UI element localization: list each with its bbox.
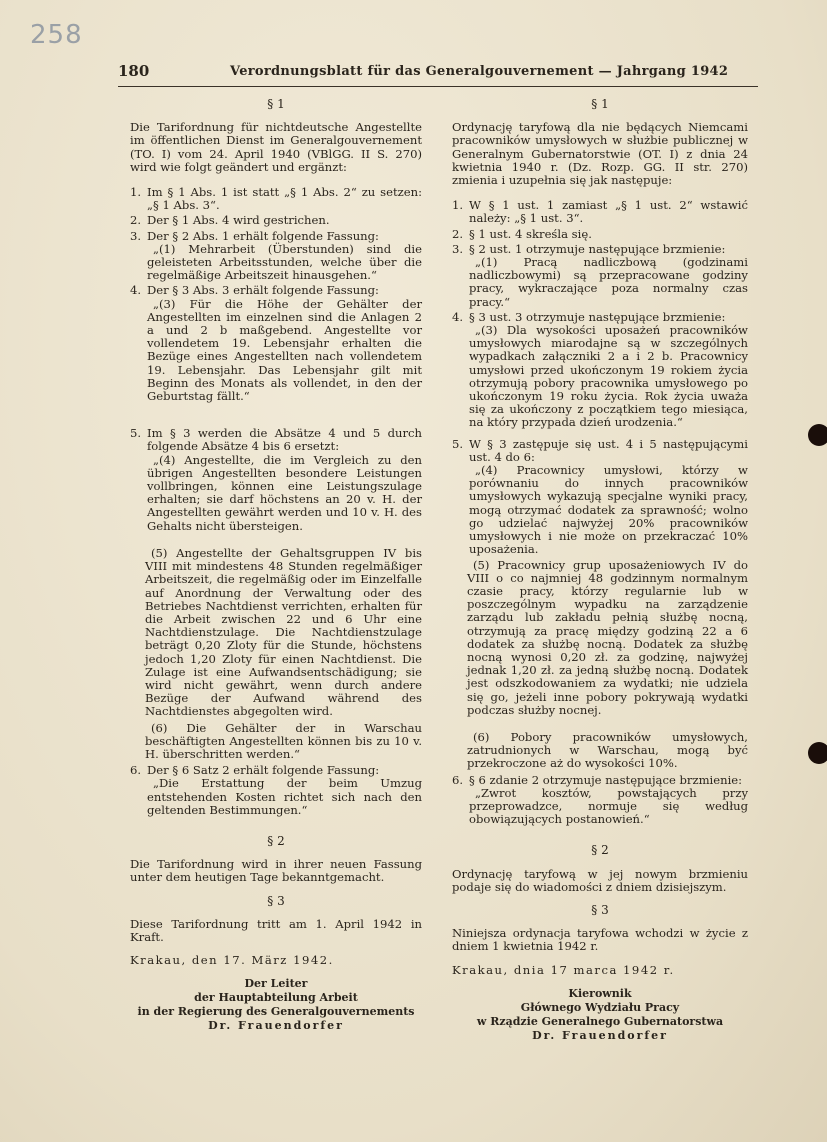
section-heading: § 2: [591, 843, 609, 858]
item-number: 4.: [452, 309, 464, 324]
item-text: Der § 6 Satz 2 erhält folgende Fassung:: [147, 763, 380, 778]
item-quote: „(4) Angestellte, die im Vergleich zu den übrigen Angestellten besondere Leistungen vollbringen, können eine Leistungszulage erhalten; sie darf höchstens an 20 v. H. der Angestellten gewährt werden und 10 v. H. des Gehalts nicht übersteigen.: [147, 452, 422, 533]
paragraph-6: (6) Die Gehälter der in Warschau beschäftigten Angestellten können bis zu 10 v. H. überschritten werden.“: [145, 720, 422, 761]
german-column: [130, 98, 422, 1033]
item-number: 2.: [130, 213, 142, 228]
polish-column: [452, 98, 748, 1043]
section-text: Die Tarifordnung wird in ihrer neuen Fassung unter dem heutigen Tage bekanntgemacht.: [130, 857, 422, 885]
item-text: Der § 2 Abs. 1 erhält folgende Fassung:: [147, 228, 379, 243]
signatory-name: Dr. Frauendorfer: [208, 1019, 344, 1033]
signature-line: Głównego Wydziału Pracy: [520, 1000, 680, 1014]
list-item: [130, 214, 422, 227]
list-item: [130, 764, 422, 817]
header-rule: [118, 86, 758, 87]
signature-block: [452, 987, 748, 1043]
page-number: 180: [118, 62, 150, 80]
amendment-list-cont: [130, 764, 422, 817]
paragraph-6: (6) Pobory pracowników umysłowych, zatrudnionych w Warschau, mogą być przekroczone aż do wysokości 10%.: [467, 729, 748, 771]
item-number: 6.: [452, 772, 464, 787]
item-text: W § 1 ust. 1 zamiast „§ 1 ust. 2“ wstawić należy: „§ 1 ust. 3“.: [469, 198, 748, 226]
publication-title: Verordnungsblatt für das Generalgouvernement — Jahrgang 1942: [230, 64, 729, 79]
signature-line: w Rządzie Generalnego Gubernatorstwa: [476, 1014, 724, 1028]
item-quote: „Die Erstattung der beim Umzug entstehenden Kosten richtet sich nach den geltenden Bestimmungen.“: [147, 776, 422, 817]
section-heading: § 2: [267, 833, 285, 848]
list-item: [130, 186, 422, 212]
item-quote: „(3) Dla wysokości uposażeń pracowników umysłowych miarodajne są w szczególnych wypadkach załączniki 2 a i 2 b. Pracownicy umysłowi przed ukończonym 19 rokiem życia otrzymują pobory pracownika umysłowego po ukończonym 19 roku życia. Rok życia uważa się za ukończony z początkiem tego miesiąca, na który przypada dzień urodzenia.“: [469, 323, 748, 430]
item-text: § 2 ust. 1 otrzymuje następujące brzmienie:: [469, 241, 726, 256]
list-item: [452, 243, 748, 309]
list-item: [452, 438, 748, 557]
item-number: 2.: [452, 226, 464, 241]
punch-hole: [808, 424, 827, 446]
section-text: Diese Tarifordnung tritt am 1. April 1942 in Kraft.: [130, 916, 422, 944]
item-text: Im § 1 Abs. 1 ist statt „§ 1 Abs. 2“ zu setzen: „§ 1 Abs. 3“.: [147, 185, 422, 213]
item-number: 4.: [130, 283, 142, 298]
list-item: [452, 774, 748, 827]
section-heading: § 3: [591, 902, 609, 917]
item-text: § 6 zdanie 2 otrzymuje następujące brzmienie:: [469, 772, 743, 787]
place-date: Krakau, den 17. März 1942.: [130, 953, 334, 968]
item-number: 6.: [130, 763, 142, 778]
item-text: Der § 3 Abs. 3 erhält folgende Fassung:: [147, 283, 379, 298]
punch-hole: [808, 742, 827, 764]
signature-line: der Hauptabteilung Arbeit: [194, 991, 358, 1005]
item-quote: „(1) Mehrarbeit (Überstunden) sind die geleisteten Arbeitsstunden, welche über die regelmäßige Arbeitszeit hinausgehen.“: [147, 241, 422, 283]
item-number: 3.: [130, 228, 142, 243]
section-intro: Ordynację taryfową dla nie będących Niemcami pracowników umysłowych w służbie publicznej w Generalnym Gubernatorstwie (OT. I) z dnia 24 kwietnia 1940 r. (Dz. Rozp. GG. II str. 270) zmienia i uzupełnia się jak następuje:: [452, 120, 748, 188]
item-quote: „Zwrot kosztów, powstających przy przeprowadzce, normuje się według obowiązujących postanowień.“: [469, 785, 748, 827]
signature-line: in der Regierung des Generalgouvernements: [137, 1005, 415, 1019]
signature-block: [130, 977, 422, 1033]
list-item: [452, 199, 748, 225]
place-date: Krakau, dnia 17 marca 1942 r.: [452, 962, 675, 977]
item-quote: „(4) Pracownicy umysłowi, którzy w porównaniu do innych pracowników umysłowych wykazują specjalne wyniki pracy, mogą otrzymać dodatek za sprawność; wolno go udzielać najwyżej 20% pracowników umysłowych i nie może on przekraczać 10% uposażenia.: [469, 463, 748, 557]
amendment-list-cont: [452, 774, 748, 827]
paragraph-5: (5) Pracownicy grup uposażeniowych IV do VIII o co najmniej 48 godzinnym normalnym czasie pracy, którzy regularnie lub w poszczególnym wypadku na zarządzenie zarządu lub zakładu pełnią służbę nocną, otrzymują za pracę między godziną 22 a 6 dodatek za służbę nocną. Dodatek za służbę nocną wynosi 0,20 zł. za godzinę, najwyżej jednak 1,20 zł. za jedną służbę nocną. Dodatek jest odszkodowaniem za wydatki; nie udziela się go, jeżeli inne pobory pokrywają wydatki podczas służby nocnej.: [467, 557, 748, 717]
item-quote: „(3) Für die Höhe der Gehälter der Angestellten im einzelnen sind die Anlagen 2 a und 2 b maßgebend. Angestellte vor vollendetem 19. Lebensjahr erhalten die Bezüge eines Angestellten nach vollendetem 19. Lebensjahr. Das Lebensjahr gilt mit Beginn des Monats als vollendet, in den der Geburtstag fällt.“: [147, 296, 422, 404]
item-number: 3.: [452, 241, 464, 256]
section-text: Niniejsza ordynacja taryfowa wchodzi w życie z dniem 1 kwietnia 1942 r.: [452, 926, 748, 954]
list-item: [130, 230, 422, 283]
item-number: 5.: [130, 426, 142, 441]
section-heading: § 1: [267, 97, 285, 111]
signatory-name: Dr. Frauendorfer: [532, 1028, 668, 1042]
item-number: 1.: [452, 198, 464, 213]
section-text: Ordynację taryfową w jej nowym brzmieniu podaje się do wiadomości z dniem dzisiejszym.: [452, 866, 748, 894]
amendment-list: [130, 186, 422, 533]
item-number: 5.: [452, 436, 464, 451]
item-text: W § 3 zastępuje się ust. 4 i 5 następującymi ust. 4 do 6:: [469, 436, 748, 464]
page-header: [118, 62, 758, 82]
item-text: Der § 1 Abs. 4 wird gestrichen.: [147, 213, 330, 228]
section-heading: § 3: [267, 893, 285, 908]
signature-line: Der Leiter: [244, 977, 308, 991]
item-quote: „(1) Pracą nadliczbową (godzinami nadliczbowymi) są przepracowane godziny pracy, wykraczające poza normalny czas pracy.“: [469, 255, 748, 309]
paragraph-5: (5) Angestellte der Gehaltsgruppen IV bis VIII mit mindestens 48 Stunden regelmäßiger Arbeitszeit, die regelmäßig oder im Einzelfalle auf Anordnung der Verwaltung oder des Betriebes Nachtdienst verrichten, erhalten für die Arbeit zwischen 22 und 6 Uhr eine Nachtdienstzulage. Die Nachtdienstzulage beträgt 0,20 Zloty für die Stunde, höchstens jedoch 1,20 Zloty für einen Nachtdienst. Die Zulage ist eine Aufwandsentschädigung; sie wird nicht gewährt, wenn durch andere Bezüge der Aufwand während des Nachtdienstes abgegolten wird.: [145, 545, 422, 719]
item-number: 1.: [130, 185, 142, 200]
item-text: Im § 3 werden die Absätze 4 und 5 durch folgende Absätze 4 bis 6 ersetzt:: [147, 426, 422, 454]
item-text: § 3 ust. 3 otrzymuje następujące brzmienie:: [469, 309, 726, 324]
item-text: § 1 ust. 4 skreśla się.: [469, 226, 592, 241]
section-intro: Die Tarifordnung für nichtdeutsche Angestellte im öffentlichen Dienst im Generalgouvernement (TO. I) vom 24. April 1940 (VBlGG. II S. 270) wird wie folgt geändert und ergänzt:: [130, 120, 422, 174]
section-heading: § 1: [591, 97, 609, 111]
list-item: [130, 284, 422, 403]
list-item: [452, 311, 748, 430]
amendment-list: [452, 199, 748, 556]
signature-line: Kierownik: [568, 986, 632, 1000]
list-item: [130, 427, 422, 533]
pencil-annotation: 258: [30, 20, 83, 50]
list-item: [452, 228, 748, 241]
